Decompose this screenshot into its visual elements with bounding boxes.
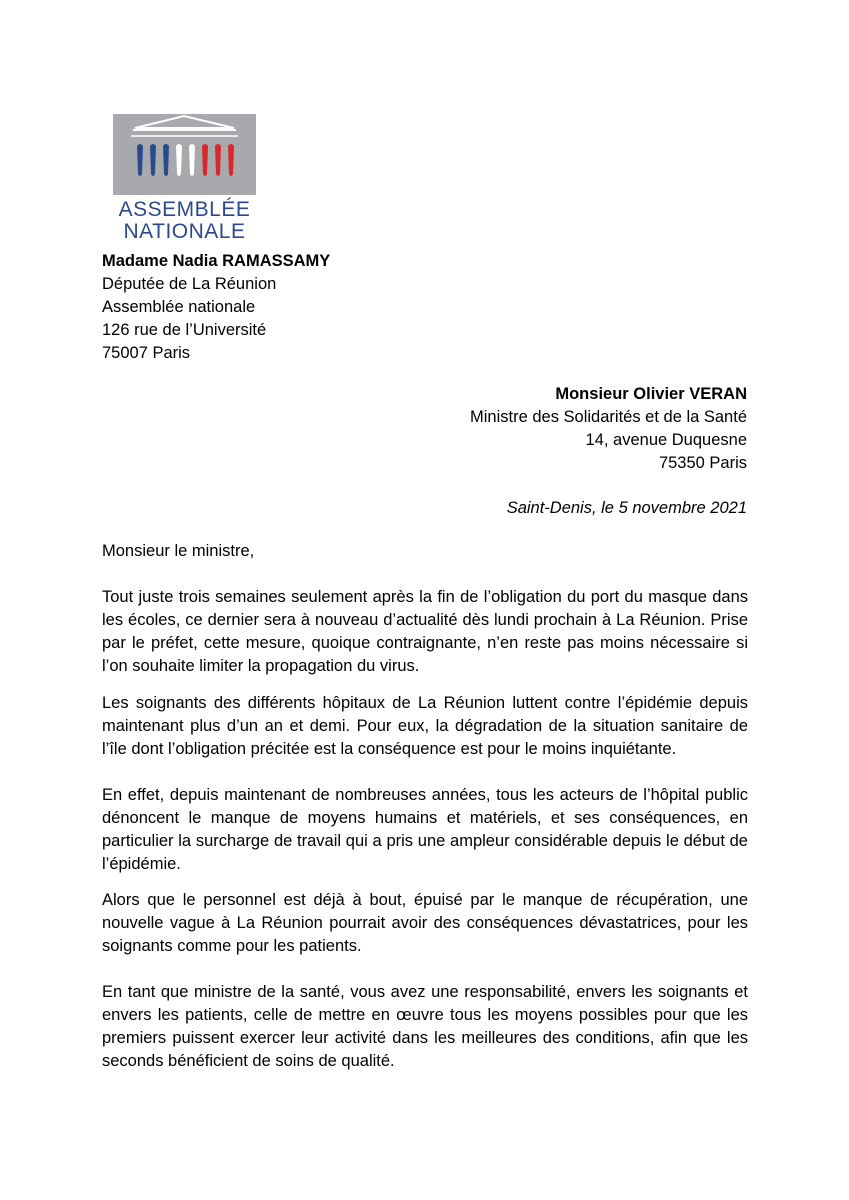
sender-name: Madame Nadia RAMASSAMY bbox=[102, 252, 331, 270]
recipient-city: 75350 Paris bbox=[658, 454, 747, 472]
logo-emblem-box bbox=[113, 114, 256, 195]
assemblee-nationale-logo bbox=[113, 114, 256, 242]
recipient-name: Monsieur Olivier VERAN bbox=[555, 385, 747, 403]
salutation: Monsieur le ministre, bbox=[102, 542, 255, 560]
sender-city: 75007 Paris bbox=[102, 344, 191, 362]
logo-text-line1: ASSEMBLÉE bbox=[118, 198, 251, 221]
recipient-block bbox=[470, 383, 747, 475]
paragraph-5: En tant que ministre de la santé, vous avez une responsabilité, envers les soignants et envers les patients, celle de mettre en œuvre tous les moyens possibles pour que les premiers puissent exercer leur activité dans les meilleures des conditions, afin que les seconds bénéficient de soins de qualité. bbox=[102, 983, 748, 1070]
recipient-street: 14, avenue Duquesne bbox=[585, 431, 747, 449]
recipient-role: Ministre des Solidarités et de la Santé bbox=[470, 408, 747, 426]
paragraph-1: Tout juste trois semaines seulement après la fin de l’obligation du port du masque dans les écoles, ce dernier sera à nouveau d’actualité dès lundi prochain à La Réunion. Prise par le préfet, cette mesure, quoique contraignante, n’en reste pas moins nécessaire si l’on souhaite limiter la propagation du virus. bbox=[102, 588, 748, 675]
sender-street: 126 rue de l’Université bbox=[102, 321, 267, 339]
sender-role: Députée de La Réunion bbox=[102, 275, 277, 293]
paragraph-2: Les soignants des différents hôpitaux de La Réunion luttent contre l’épidémie depuis maintenant plus d’un an et demi. Pour eux, la dégradation de la situation sanitaire de l’île dont l’obligation précitée est la conséquence est pour le moins inquiétante. bbox=[102, 694, 748, 758]
paragraph-4: Alors que le personnel est déjà à bout, épuisé par le manque de récupération, une nouvelle vague à La Réunion pourrait avoir des conséquences dévastatrices, pour les soignants comme pour les patients. bbox=[102, 891, 748, 955]
sender-block bbox=[102, 250, 330, 365]
sender-institution: Assemblée nationale bbox=[102, 298, 256, 316]
letter-date: Saint-Denis, le 5 novembre 2021 bbox=[506, 499, 747, 517]
paragraph-3: En effet, depuis maintenant de nombreuses années, tous les acteurs de l’hôpital public dénoncent le manque de moyens humains et matériels, et ses conséquences, en particulier la surcharge de travail qui a pris une ampleur considérable depuis le début de l’épidémie. bbox=[102, 786, 748, 873]
palais-bourbon-icon bbox=[113, 114, 256, 195]
logo-text-line2: NATIONALE bbox=[123, 220, 246, 243]
